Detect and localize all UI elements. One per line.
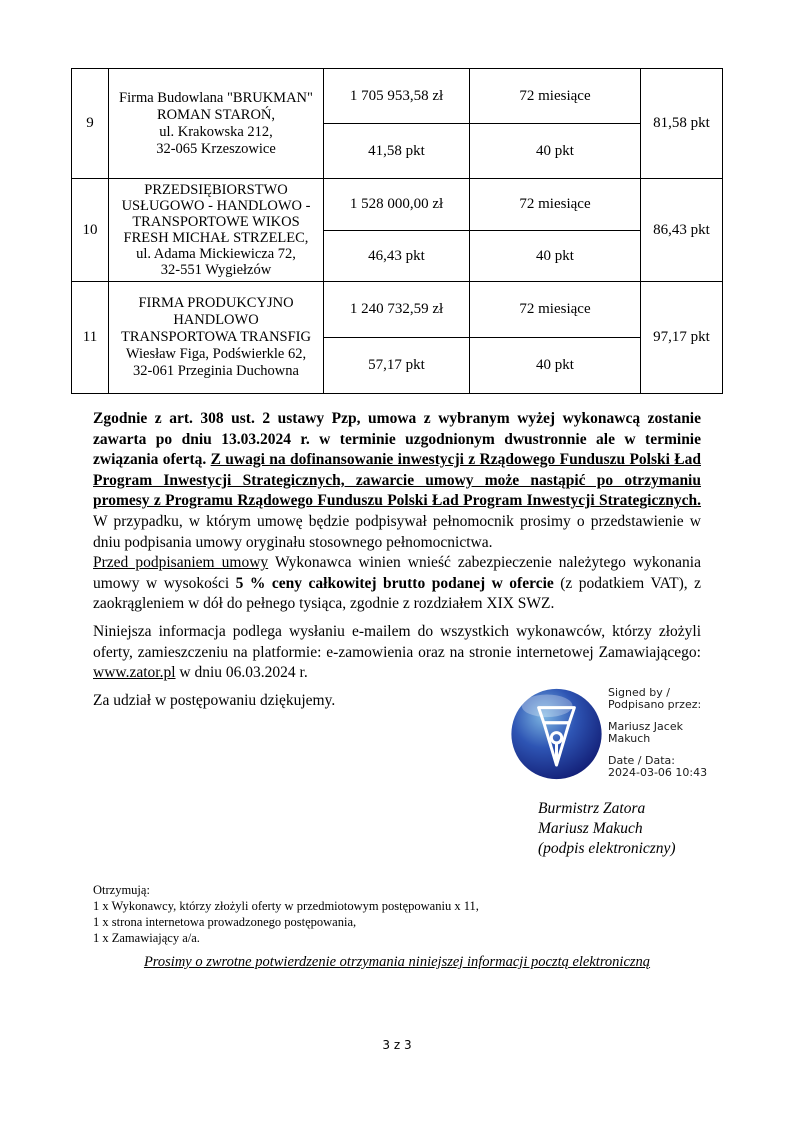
bidder-name-line: Firma Budowlana "BRUKMAN" [119,89,313,106]
price-points-cell: 46,43 pkt [324,231,470,282]
text-run: w dniu 06.03.2024 r. [175,664,308,682]
bidder-name-line: 32-551 Wygiełzów [160,262,272,278]
thanks-line: Za udział w postępowaniu dziękujemy. [93,692,336,709]
security-deposit-text [93,553,701,615]
text-run-bold: 5 % ceny całkowitej brutto podanej w ofercie [235,574,554,592]
bidder-name-line: FRESH MICHAŁ STRZELEC, [123,230,309,246]
bidder-name-line: TRANSPORTOWA TRANSFIG [121,329,311,345]
table-row [72,179,723,231]
text-run-underline: Przed podpisaniem umowy [93,554,269,572]
bidders-table [71,68,723,394]
warranty-points-cell: 40 pkt [470,124,641,179]
recipients-list [93,882,479,946]
signed-by-label: Signed by / [608,686,670,699]
bidder-name-line: 32-061 Przeginia Duchowna [133,363,299,379]
bidder-name-cell [109,282,324,394]
recipient-item: 1 x Wykonawcy, którzy złożyli oferty w przedmiotowym postępowaniu x 11, [93,899,479,913]
signature-stamp-text [608,687,738,789]
bidder-name-line: TRANSPORTOWE WIKOS [132,214,300,230]
mayor-signature-block [538,799,676,859]
bidder-name-cell [109,179,324,282]
recipient-item: 1 x Zamawiający a/a. [93,931,200,945]
warranty-cell: 72 miesiące [470,69,641,124]
row-number: 10 [72,179,109,282]
row-number: 11 [72,282,109,394]
signature-type: (podpis elektroniczny) [538,840,676,857]
signer-name: Mariusz Jacek [608,720,683,733]
total-points-cell: 86,43 pkt [641,179,723,282]
date-label: Date / Data: [608,754,675,767]
table-row [72,69,723,124]
bidder-name-line: ul. Adama Mickiewicza 72, [136,246,296,262]
bidder-name-cell [109,69,324,179]
bidder-name-line: ROMAN STAROŃ, [156,106,276,123]
page-number: 3 z 3 [382,1038,412,1052]
price-points-cell: 57,17 pkt [324,338,470,394]
pen-nib-icon [509,687,604,781]
signature-name: Mariusz Makuch [538,820,643,837]
contract-terms-paragraph [93,409,701,615]
date-value: 2024-03-06 10:43 [608,765,708,779]
text-run: (z podatkiem VAT), z zaokrągleniem w dół do pełnego tysiąca, zgodnie z rozdziałem XIX SWZ. [93,574,702,613]
signer-name: Makuch [608,731,651,745]
contract-signing-text [93,409,701,553]
website-link: www.zator.pl [93,664,176,682]
total-points-cell: 81,58 pkt [641,69,723,179]
warranty-cell: 72 miesiące [470,179,641,231]
text-run-bold: Zgodnie z art. 308 ust. 2 ustawy Pzp, umowa z wybranym wyżej wykonawcą zostanie zawarta po dniu 13.03.2024 r. w terminie uzgodnionym dwustronnie ale w terminie związania ofertą. [93,410,701,469]
bidder-name-line: Wiesław Figa, Podświerkle 62, [125,346,307,362]
recipients-heading: Otrzymują: [93,883,150,897]
confirmation-request-note: Prosimy o zwrotne potwierdzenie otrzymania niniejszej informacji pocztą elektroniczną [143,954,651,970]
warranty-points-cell: 40 pkt [470,338,641,394]
price-cell: 1 705 953,58 zł [324,69,470,124]
bidder-name-line: FIRMA PRODUKCYJNO [138,295,294,311]
warranty-points-cell: 40 pkt [470,231,641,282]
bidder-name-line: PRZEDSIĘBIORSTWO [144,182,288,198]
table-row [72,282,723,338]
publication-notice-paragraph [93,622,701,684]
total-points-cell: 97,17 pkt [641,282,723,394]
price-points-cell: 41,58 pkt [324,124,470,179]
row-number: 9 [72,69,109,179]
signed-by-label-pl: Podpisano przez: [608,697,702,711]
text-run: Wykonawca winien wnieść zabezpieczenie należytego wykonania umowy w wysokości [93,554,701,592]
text-run-bold-underline: Z uwagi na dofinansowanie inwestycji z Rządowego Funduszu Polski Ład Program Inwestycji Strategicznych, zawarcie umowy może nastąpić po otrzymaniu promesy z Programu Rządowego Funduszu Polski Ład Program Inwestycji Strategicznych. [93,451,701,510]
bidder-name-line: 32-065 Krzeszowice [156,140,276,157]
price-cell: 1 528 000,00 zł [324,179,470,231]
bidder-name-line: USŁUGOWO - HANDLOWO - [121,198,311,214]
signature-title: Burmistrz Zatora [538,800,646,817]
bidder-name-line: HANDLOWO [173,312,259,328]
text-run: Niniejsza informacja podlega wysłaniu e-mailem do wszystkich wykonawców, którzy złożyli oferty, zamieszczeniu na platformie: e-zamowienia oraz na stronie internetowej Zamawiającego: [93,623,701,661]
price-cell: 1 240 732,59 zł [324,282,470,338]
warranty-cell: 72 miesiące [470,282,641,338]
bidder-name-line: ul. Krakowska 212, [159,123,273,140]
recipient-item: 1 x strona internetowa prowadzonego postępowania, [93,915,357,929]
text-run: W przypadku, w którym umowę będzie podpisywał pełnomocnik prosimy o przedstawienie w dniu podpisania umowy oryginału stosownego pełnomocnictwa. [93,512,701,551]
